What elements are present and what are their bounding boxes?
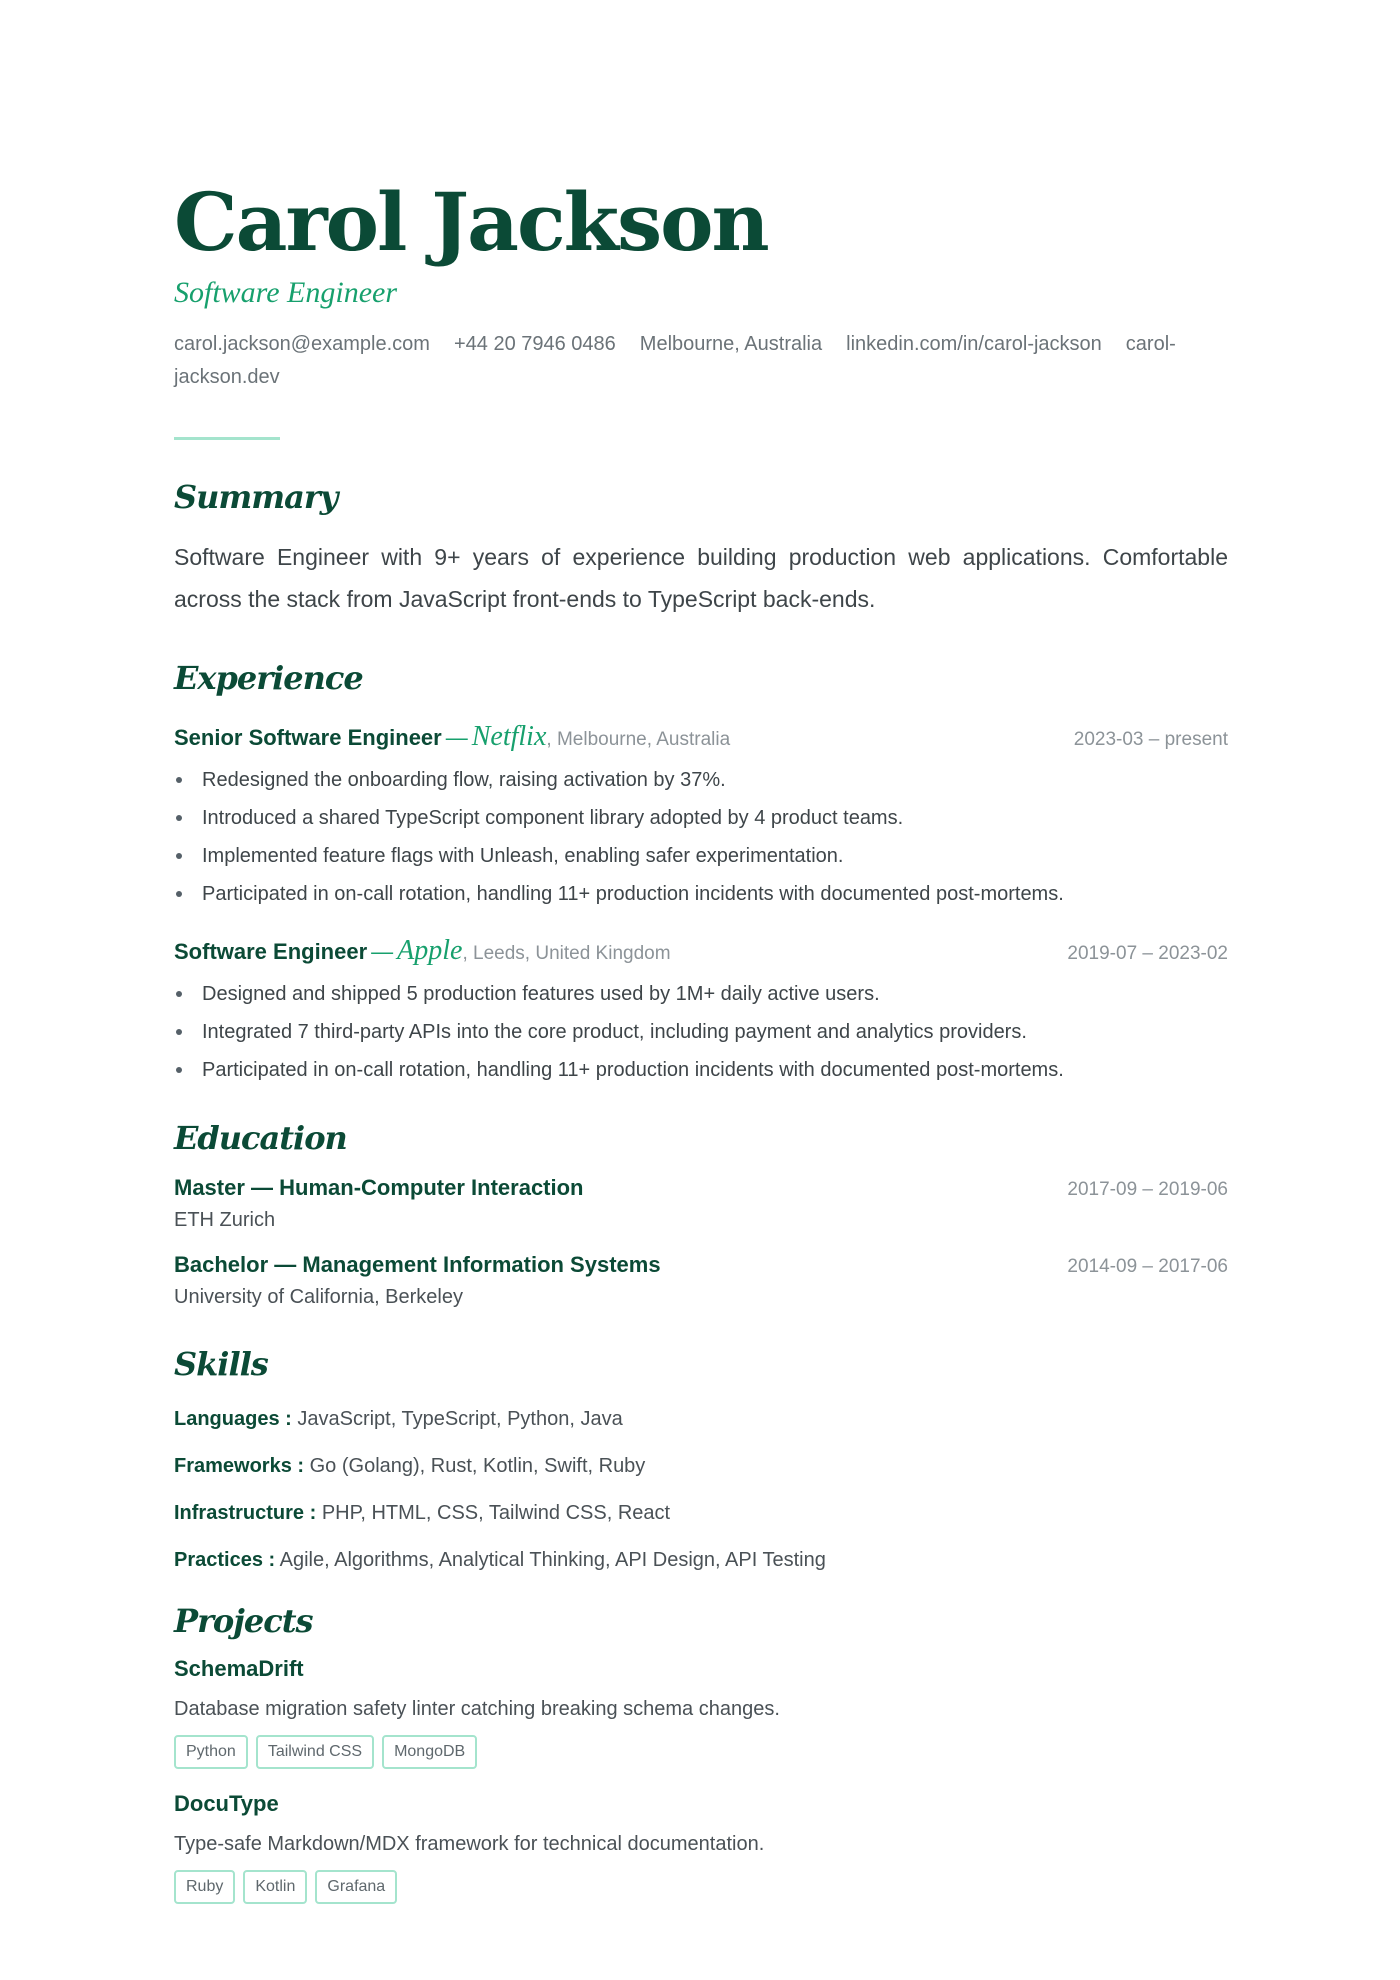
skill-row [174,1405,1228,1433]
tech-tag: Kotlin [243,1870,307,1904]
education-header [174,1175,1228,1201]
job-bullet: Designed and shipped 5 production features used by 1M+ daily active users. [174,975,1228,1013]
job-separator: — [445,725,468,750]
candidate-name: Carol Jackson [174,175,768,269]
skill-value: JavaScript, TypeScript, Python, Java [297,1408,623,1430]
job-bullet: Redesigned the onboarding flow, raising activation by 37%. [174,761,1228,799]
project-tags [174,1870,1228,1904]
contact-list [174,328,1228,394]
skill-label: Infrastructure : [174,1502,317,1524]
job-company: Netflix [471,721,547,752]
job-entry [174,935,1228,1089]
education-degree: Bachelor — Management Information Systems [174,1252,661,1277]
resume-content [174,175,1228,1904]
job-header [174,935,1228,967]
skill-row [174,1452,1228,1480]
skill-label: Languages : [174,1408,292,1430]
skill-value: PHP, HTML, CSS, Tailwind CSS, React [321,1502,671,1524]
project-description: Type-safe Markdown/MDX framework for technical documentation. [174,1833,765,1855]
contact-email[interactable]: carol.jackson@example.com [174,333,430,355]
education-dates: 2014-09 – 2017-06 [1067,1256,1228,1277]
education-entry [174,1252,1228,1309]
job-bullet: Integrated 7 third-party APIs into the core product, including payment and analytics providers. [174,1013,1228,1051]
header-divider [174,437,280,440]
contact-phone[interactable]: +44 20 7946 0486 [453,333,616,355]
education-school: University of California, Berkeley [174,1286,463,1308]
project-entry [174,1656,1228,1769]
tech-tag: Python [174,1735,248,1769]
skill-row [174,1499,1228,1527]
contact-location: Melbourne, Australia [639,333,823,355]
contact-linkedin[interactable]: linkedin.com/in/carol-jackson [846,333,1102,355]
tech-tag: MongoDB [382,1735,477,1769]
job-header [174,721,1228,753]
education-degree: Master — Human-Computer Interaction [174,1175,584,1200]
candidate-role: Software Engineer [174,276,398,309]
job-bullets [174,975,1228,1089]
tech-tag: Ruby [174,1870,235,1904]
project-tags [174,1735,1228,1769]
education-header [174,1252,1228,1278]
skill-value: Go (Golang), Rust, Kotlin, Swift, Ruby [309,1455,646,1477]
project-name: DocuType [174,1791,279,1816]
skills-list [174,1405,1228,1574]
job-separator: — [371,939,394,964]
project-name: SchemaDrift [174,1656,304,1681]
job-bullet: Participated in on-call rotation, handling 11+ production incidents with documented post-mortems. [174,875,1228,913]
tech-tag: Tailwind CSS [256,1735,374,1769]
job-bullets [174,761,1228,913]
job-dates: 2023-03 – present [1073,729,1228,750]
job-location: , Leeds, United Kingdom [462,943,671,964]
job-dates: 2019-07 – 2023-02 [1067,943,1228,964]
section-title-summary: Summary [174,478,338,516]
tech-tag: Grafana [315,1870,397,1904]
section-title-experience: Experience [174,659,363,697]
job-bullet: Participated in on-call rotation, handling 11+ production incidents with documented post-mortems. [174,1051,1228,1089]
skill-label: Practices : [174,1549,276,1571]
job-bullet: Implemented feature flags with Unleash, enabling safer experimentation. [174,837,1228,875]
job-heading [174,721,730,753]
summary-text: Software Engineer with 9+ years of experience building production web applications. Comfortable across the stack from JavaScript front-ends to TypeScript back-ends. [174,544,1228,612]
skill-row [174,1546,1228,1574]
project-entry [174,1791,1228,1904]
skill-value: Agile, Algorithms, Analytical Thinking, API Design, API Testing [279,1549,826,1571]
job-heading [174,935,671,967]
job-role: Software Engineer [174,939,368,964]
section-title-education: Education [174,1119,347,1157]
contact-website[interactable]: carol-jackson.dev [174,333,1176,388]
job-role: Senior Software Engineer [174,725,442,750]
education-entry [174,1175,1228,1232]
skill-label: Frameworks : [174,1455,305,1477]
education-dates: 2017-09 – 2019-06 [1067,1179,1228,1200]
job-company: Apple [397,935,463,966]
job-entry [174,721,1228,913]
project-description: Database migration safety linter catching breaking schema changes. [174,1698,780,1720]
job-bullet: Introduced a shared TypeScript component library adopted by 4 product teams. [174,799,1228,837]
section-title-projects: Projects [174,1602,313,1640]
section-title-skills: Skills [174,1345,268,1383]
job-location: , Melbourne, Australia [546,729,731,750]
education-school: ETH Zurich [174,1209,276,1231]
